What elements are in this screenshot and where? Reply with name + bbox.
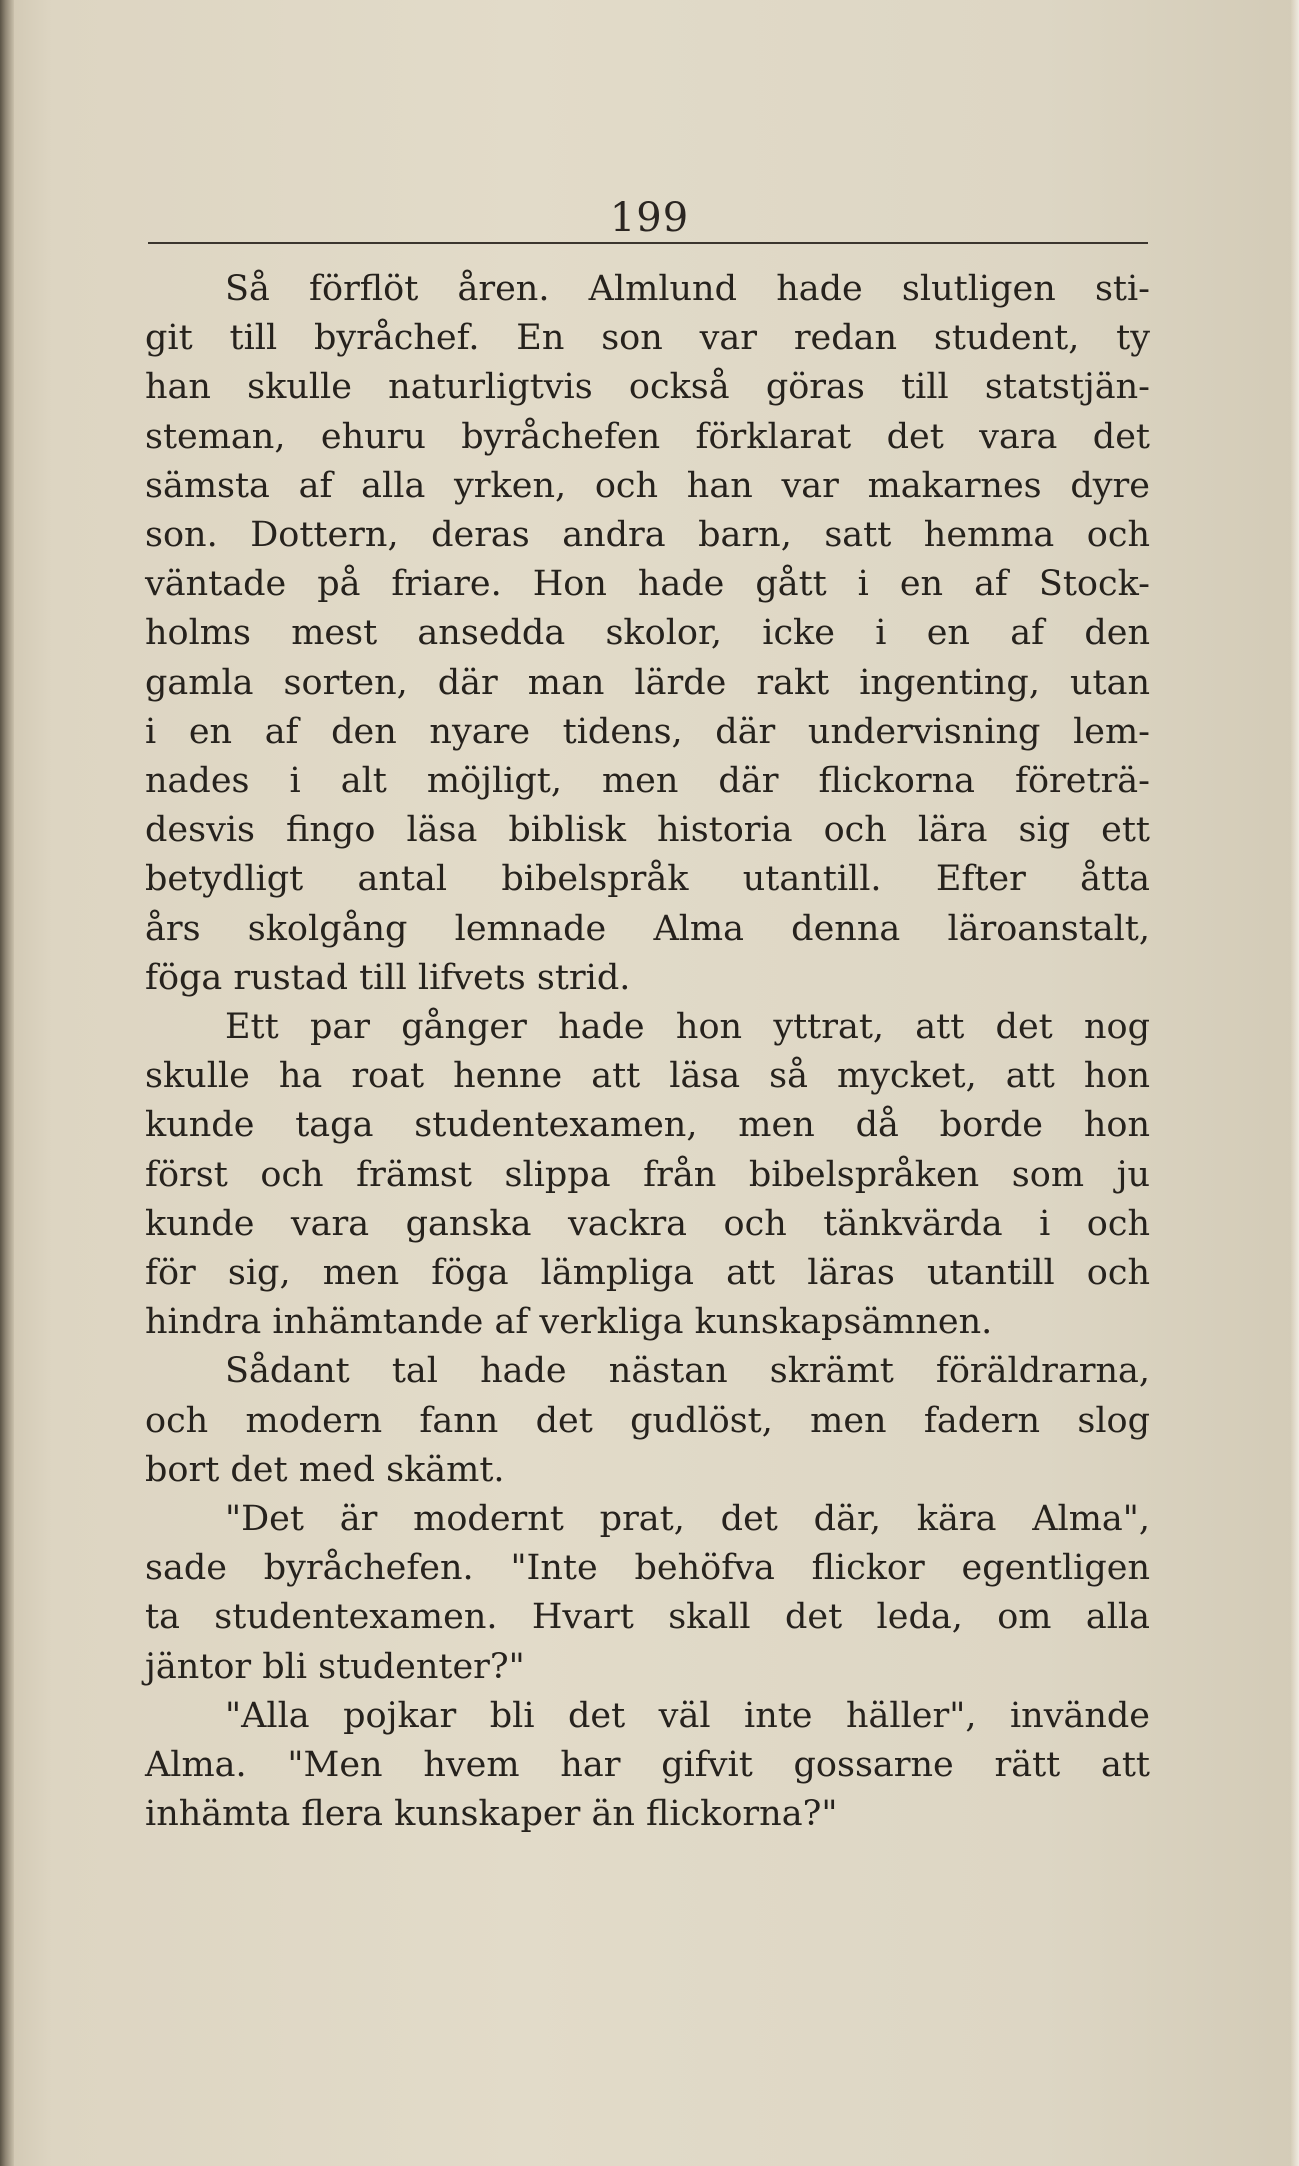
text-line: föga rustad till lifvets strid. [145, 957, 631, 998]
text-line: sämsta af alla yrken, och han var makarnes dyre [145, 465, 1150, 506]
text-line: väntade på friare. Hon hade gått i en af Stock- [145, 564, 1150, 605]
text-line: git till byråchef. En son var redan student, ty [145, 318, 1150, 359]
text-line: steman, ehuru byråchefen förklarat det vara det [145, 416, 1150, 457]
text-line: års skolgång lemnade Alma denna läroanstalt, [145, 908, 1150, 949]
text-line: Ett par gånger hade hon yttrat, att det nog [225, 1007, 1150, 1048]
text-line: Sådant tal hade nästan skrämt föräldrarna, [225, 1351, 1150, 1392]
text-line: "Alla pojkar bli det väl inte häller", invände [225, 1695, 1150, 1736]
text-line: betydligt antal bibelspråk utantill. Efter åtta [145, 859, 1150, 900]
page-edge [1291, 0, 1299, 2166]
text-line: jäntor bli studenter?" [145, 1646, 525, 1687]
text-line: bort det med skämt. [145, 1449, 505, 1490]
text-line: sade byråchefen. "Inte behöfva flickor egentligen [145, 1548, 1150, 1589]
text-line: hindra inhämtande af verkliga kunskapsämnen. [145, 1302, 993, 1343]
text-line: inhämta flera kunskaper än flickorna?" [145, 1794, 838, 1835]
text-line: skulle ha roat henne att läsa så mycket, att hon [145, 1056, 1150, 1097]
text-line: först och främst slippa från bibelspråken som ju [145, 1154, 1150, 1195]
text-line: gamla sorten, där man lärde rakt ingenting, utan [145, 662, 1150, 703]
body-text [145, 265, 1150, 1840]
text-line: nades i alt möjligt, men där flickorna företrä- [145, 761, 1150, 802]
text-line: för sig, men föga lämpliga att läras utantill och [145, 1253, 1150, 1294]
text-line: desvis fingo läsa biblisk historia och lära sig ett [145, 810, 1150, 851]
binding-edge [0, 0, 14, 2166]
text-line: ta studentexamen. Hvart skall det leda, om alla [145, 1597, 1150, 1638]
header-rule [148, 242, 1148, 244]
text-line: och modern fann det gudlöst, men fadern slog [145, 1400, 1150, 1441]
text-line: i en af den nyare tidens, där undervisning lem- [145, 711, 1150, 752]
text-line: kunde vara ganska vackra och tänkvärda i och [145, 1203, 1150, 1244]
text-line: han skulle naturligtvis också göras till statstjän- [145, 367, 1150, 408]
text-line: Så förflöt åren. Almlund hade slutligen sti- [225, 269, 1150, 309]
text-line: Alma. "Men hvem har gifvit gossarne rätt att [145, 1745, 1150, 1786]
text-line: holms mest ansedda skolor, icke i en af den [145, 613, 1150, 654]
page-number: 199 [609, 195, 690, 241]
text-line: son. Dottern, deras andra barn, satt hemma och [145, 515, 1150, 556]
text-line: kunde taga studentexamen, men då borde hon [145, 1105, 1150, 1146]
text-line: "Det är modernt prat, det där, kära Alma", [225, 1499, 1150, 1540]
